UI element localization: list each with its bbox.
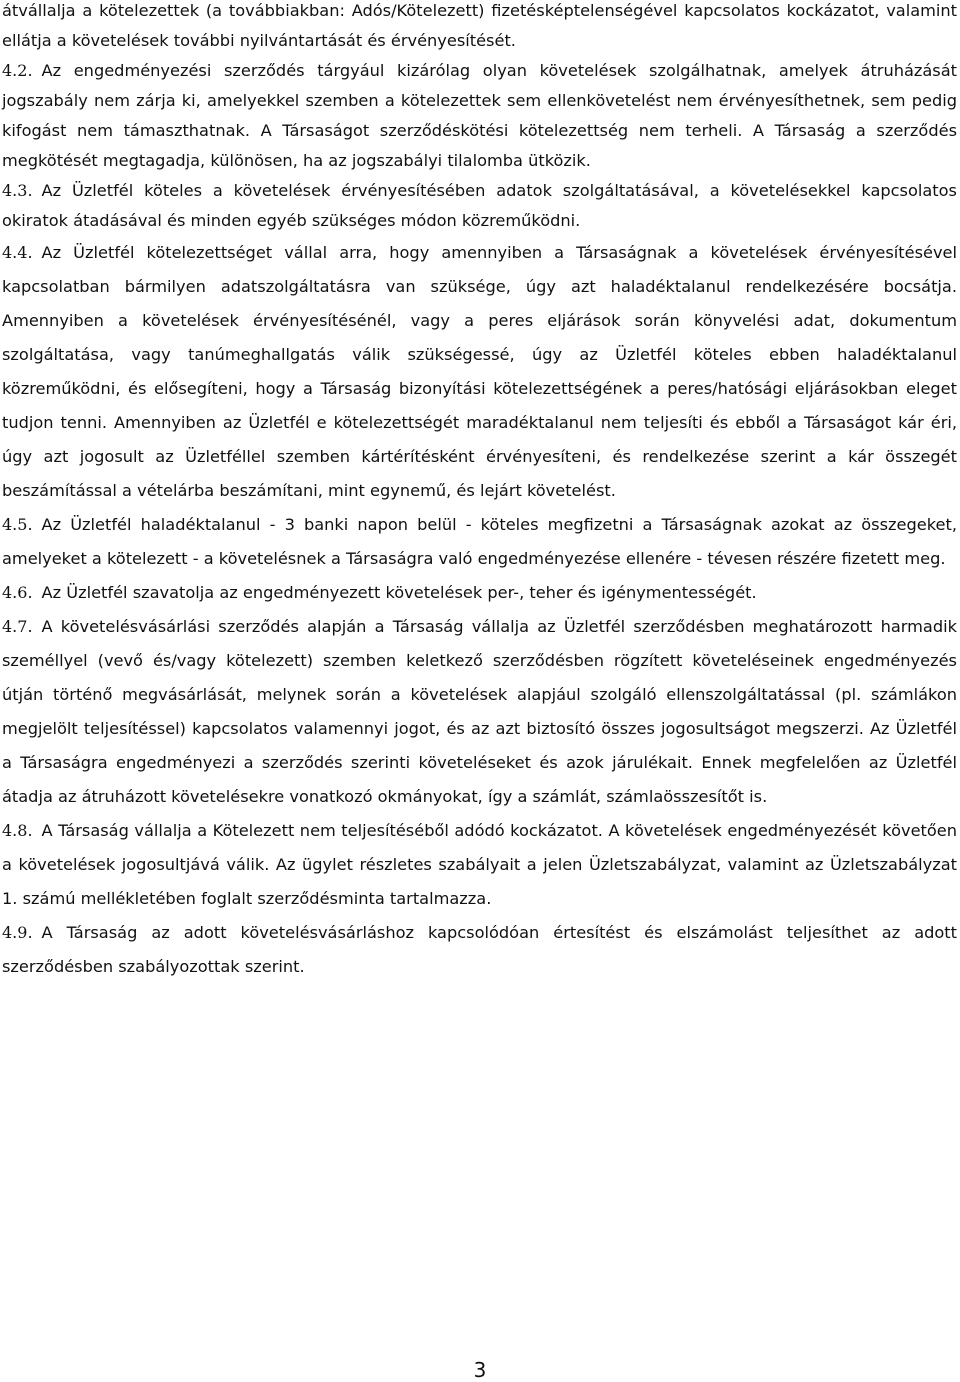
paragraph-4-8 [2, 814, 957, 916]
section-number: 4.2. [2, 61, 33, 80]
paragraph-4-3 [2, 176, 957, 236]
section-number: 4.3. [2, 181, 33, 200]
section-number: 4.7. [2, 617, 33, 636]
paragraph-4-1-continuation [2, 0, 957, 56]
paragraph-text: A követelésvásárlási szerződés alapján a Társaság vállalja az Üzletfél szerződésben meghatározott harmadik személlyel (vevő és/vagy kötelezett) szemben keletkező szerződésben rögzített követeléseinek engedményezés útján történő megvásárlását, melynek során a követelések alapjául szolgáló ellenszolgáltatással (pl. számlákon megjelölt teljesítéssel) kapcsolatos valamennyi jogot, és az azt biztosító összes jogosultságot megszerzi. Az Üzletfél a Társaságra engedményezi a szerződés szerinti követeléseket és azok járulékait. Ennek megfelelően az Üzletfél átadja az átruházott követelésekre vonatkozó okmányokat, így a számlát, számlaösszesítőt is. [2, 617, 957, 806]
paragraph-text: Az engedményezési szerződés tárgyául kizárólag olyan követelések szolgálhatnak, amelyek átruházását jogszabály nem zárja ki, amelyekkel szemben a kötelezettek sem ellenkövetelést nem érvényesíthetnek, sem pedig kifogást nem támaszthatnak. A Társaságot szerződéskötési kötelezettség nem terheli. A Társaság a szerződés megkötését megtagadja, különösen, ha az jogszabályi tilalomba ütközik. [2, 61, 957, 170]
paragraph-4-4 [2, 236, 957, 508]
paragraph-text: Az Üzletfél kötelezettséget vállal arra, hogy amennyiben a Társaságnak a követelések érvényesítésével kapcsolatban bármilyen adatszolgáltatásra van szüksége, úgy azt haladéktalanul rendelkezésére bocsátja. Amennyiben a követelések érvényesítésénél, vagy a peres eljárások során könyvelési adat, dokumentum szolgáltatása, vagy tanúmeghallgatás válik szükségessé, úgy az Üzletfél köteles ebben haladéktalanul közreműködni, és elősegíteni, hogy a Társaság bizonyítási kötelezettségének a peres/hatósági eljárásokban eleget tudjon tenni. Amennyiben az Üzletfél e kötelezettségét maradéktalanul nem teljesíti és ebből a Társaságot kár éri, úgy azt jogosult az Üzletféllel szemben kártérítésként érvényesíteni, és rendelkezése szerint a kár összegét beszámítással a vételárba beszámítani, mint egynemű, és lejárt követelést. [2, 243, 957, 500]
section-number: 4.6. [2, 583, 33, 602]
paragraph-text: átvállalja a kötelezettek (a továbbiakban: Adós/Kötelezett) fizetésképtelenségével kapcsolatos kockázatot, valamint ellátja a követelések további nyilvántartását és érvényesítését. [2, 1, 957, 50]
paragraph-text: Az Üzletfél köteles a követelések érvényesítésében adatok szolgáltatásával, a követelésekkel kapcsolatos okiratok átadásával és minden egyéb szükséges módon közreműködni. [2, 181, 957, 230]
paragraph-4-2 [2, 56, 957, 176]
paragraph-4-6 [2, 576, 957, 610]
page-number: 3 [473, 1358, 487, 1382]
paragraph-4-5 [2, 508, 957, 576]
section-number: 4.5. [2, 515, 33, 534]
paragraph-text: Az Üzletfél szavatolja az engedményezett követelések per-, teher és igénymentességét. [41, 583, 757, 602]
paragraph-text: A Társaság az adott követelésvásárláshoz kapcsolódóan értesítést és elszámolást teljesíthet az adott szerződésben szabályozottak szerint. [2, 923, 957, 976]
section-number: 4.4. [2, 243, 33, 262]
section-number: 4.8. [2, 821, 33, 840]
paragraph-text: A Társaság vállalja a Kötelezett nem teljesítéséből adódó kockázatot. A követelések engedményezését követően a követelések jogosultjává válik. Az ügylet részletes szabályait a jelen Üzletszabályzat, valamint az Üzletszabályzat 1. számú mellékletében foglalt szerződésminta tartalmazza. [2, 821, 957, 908]
paragraph-4-7 [2, 610, 957, 814]
section-number: 4.9. [2, 923, 33, 942]
paragraph-text: Az Üzletfél haladéktalanul - 3 banki napon belül - köteles megfizetni a Társaságnak azokat az összegeket, amelyeket a kötelezett - a követelésnek a Társaságra való engedményezése ellenére - tévesen részére fizetett meg. [2, 515, 957, 568]
paragraph-4-9 [2, 916, 957, 984]
